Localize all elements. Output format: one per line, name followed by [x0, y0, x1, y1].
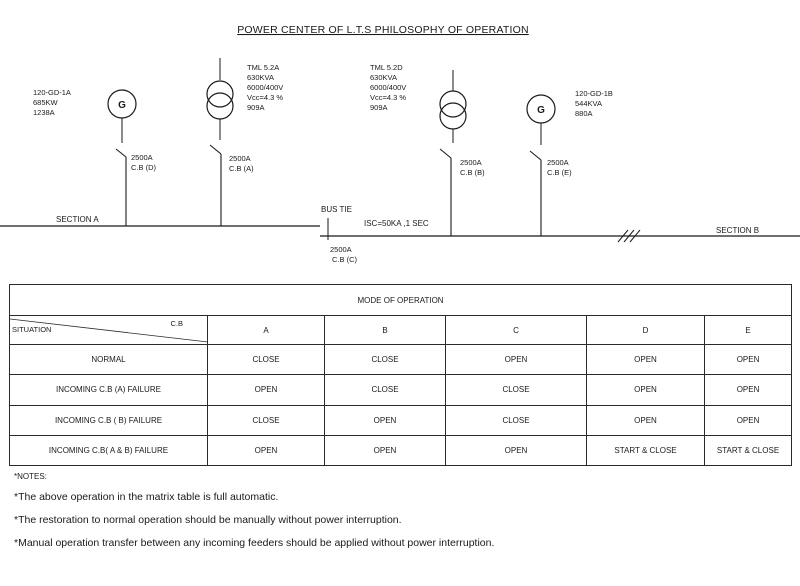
cb-a-name: C.B (A)	[229, 164, 254, 173]
gen-a-spec-line: 120-GD-1A	[33, 88, 71, 97]
generator-b	[527, 89, 613, 145]
transformer-a-symbol	[207, 93, 233, 119]
cb-b-name: C.B (B)	[460, 168, 485, 177]
single-line-diagram	[0, 0, 800, 280]
table-cell: OPEN	[325, 405, 446, 435]
gen-b-spec-line: 120-GD-1B	[575, 89, 613, 98]
table-cell: CLOSE	[208, 345, 325, 375]
gen-b-specs	[575, 89, 613, 118]
table-cell: OPEN	[587, 405, 705, 435]
situation-label: INCOMING C.B ( B) FAILURE	[10, 405, 208, 435]
col-header: B	[325, 316, 446, 345]
tr-b-spec-line: 909A	[370, 103, 388, 112]
table-cell: START & CLOSE	[705, 435, 792, 465]
cb-d-rating: 2500A	[131, 153, 153, 162]
gen-a-spec-line: 1238A	[33, 108, 55, 117]
table-cell: OPEN	[705, 375, 792, 405]
notes-heading: *NOTES:	[14, 472, 47, 481]
circuit-breaker-e	[530, 151, 572, 236]
tr-a-spec-line: 630KVA	[247, 73, 274, 82]
cb-c-rating: 2500A	[330, 245, 352, 254]
table-cell: OPEN	[705, 405, 792, 435]
table-cell: START & CLOSE	[587, 435, 705, 465]
table-cell: CLOSE	[446, 405, 587, 435]
tr-a-spec-line: 6000/400V	[247, 83, 284, 92]
table-cell: OPEN	[446, 345, 587, 375]
table-cell: CLOSE	[325, 345, 446, 375]
table-cell: OPEN	[208, 375, 325, 405]
situation-label: INCOMING C.B( A & B) FAILURE	[10, 435, 208, 465]
tr-a-spec-line: 909A	[247, 103, 265, 112]
transformer-a	[207, 58, 283, 140]
table-row	[10, 375, 792, 405]
generator-a-letter: G	[118, 100, 126, 111]
mode-of-operation-table	[9, 284, 792, 466]
transformer-b-specs	[370, 63, 406, 112]
table-header-row	[10, 316, 792, 345]
gen-a-spec-line: 685KW	[33, 98, 58, 107]
table-cell: OPEN	[587, 375, 705, 405]
col-header: D	[587, 316, 705, 345]
tr-b-spec-line: TML 5.2D	[370, 63, 403, 72]
notes-section	[14, 472, 794, 560]
section-a-label: SECTION A	[56, 215, 99, 224]
situation-label: INCOMING C.B (A) FAILURE	[10, 375, 208, 405]
tr-b-spec-line: Vcc=4.3 %	[370, 93, 407, 102]
circuit-breaker-a	[210, 145, 254, 226]
cb-b-rating: 2500A	[460, 158, 482, 167]
transformer-b-symbol	[440, 103, 466, 129]
section-b-label: SECTION B	[716, 226, 760, 235]
table-cell: OPEN	[587, 345, 705, 375]
col-header: C	[446, 316, 587, 345]
col-header: A	[208, 316, 325, 345]
circuit-breaker-b	[440, 149, 485, 236]
table-title-row	[10, 285, 792, 316]
cb-header: C.B	[170, 319, 183, 328]
gen-a-specs	[33, 88, 71, 117]
gen-b-spec-line: 880A	[575, 109, 593, 118]
tr-a-spec-line: Vcc=4.3 %	[247, 93, 284, 102]
cb-e-rating: 2500A	[547, 158, 569, 167]
gen-b-spec-line: 544KVA	[575, 99, 602, 108]
cb-d-name: C.B (D)	[131, 163, 156, 172]
tr-b-spec-line: 6000/400V	[370, 83, 407, 92]
cb-a-rating: 2500A	[229, 154, 251, 163]
bus-tie-label: BUS TIE	[321, 205, 352, 214]
isc-label: ISC=50KA ,1 SEC	[364, 219, 429, 228]
circuit-breaker-d	[116, 149, 157, 226]
cb-c-name: C.B (C)	[332, 255, 357, 264]
table-row	[10, 405, 792, 435]
transformer-b-symbol	[440, 91, 466, 117]
note-item: *The above operation in the matrix table is full automatic.	[14, 491, 279, 503]
tr-b-spec-line: 630KVA	[370, 73, 397, 82]
page-title: POWER CENTER OF L.T.S PHILOSOPHY OF OPERATION	[237, 24, 529, 36]
bus-bars	[0, 205, 800, 264]
generator-b-letter: G	[537, 105, 545, 116]
table-row	[10, 435, 792, 465]
table-cell: CLOSE	[325, 375, 446, 405]
situation-label: NORMAL	[10, 345, 208, 375]
transformer-a-symbol	[207, 81, 233, 107]
col-header: E	[705, 316, 792, 345]
table-cell: OPEN	[705, 345, 792, 375]
situation-header: SITUATION	[12, 325, 52, 334]
table-row	[10, 345, 792, 375]
generator-a	[33, 88, 136, 143]
transformer-b	[370, 63, 466, 143]
tr-a-spec-line: TML 5.2A	[247, 63, 280, 72]
table-cell: CLOSE	[446, 375, 587, 405]
table-cell: CLOSE	[208, 405, 325, 435]
situation-cb-header	[10, 316, 208, 345]
table-cell: OPEN	[446, 435, 587, 465]
note-item: *Manual operation transfer between any incoming feeders should be applied without power interruption.	[14, 537, 495, 549]
table-cell: OPEN	[325, 435, 446, 465]
table-cell: OPEN	[208, 435, 325, 465]
cb-e-name: C.B (E)	[547, 168, 572, 177]
note-item: *The restoration to normal operation should be manually without power interruption.	[14, 514, 402, 526]
table-title: MODE OF OPERATION	[10, 285, 792, 316]
transformer-a-specs	[247, 63, 283, 112]
